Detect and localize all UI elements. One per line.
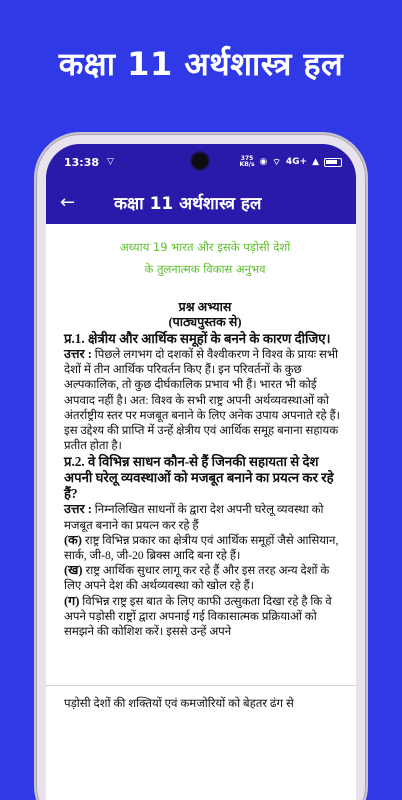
signal-icon: ▲ bbox=[312, 157, 319, 167]
answer-2-point-ka: (क) राष्ट्र विभिन्न प्रकार का क्षेत्रीय एवं आर्थिक समूहों जैसे आसियान, सार्क, जी-8, जी-20 ब्रिक्स आदि बना रहे हैं। bbox=[64, 532, 339, 563]
battery-icon bbox=[324, 158, 342, 167]
front-camera bbox=[192, 153, 208, 169]
status-time: 13:38 bbox=[64, 155, 100, 169]
answer-1: उत्तर : पिछले लगभग दो दशकों से वैश्वीकरण ने विश्व के प्रायः सभी देशों में तीन आर्थिक परिवर्तन किए हैं। इन परिवर्तनों के कुछ अल्पकालिक, तो कुछ दीर्घकालिक प्रभाव भी हैं। भारत भी कोई अपवाद नहीं है। अत: विश्व के सभी राष्ट्र अपनी अर्थव्यवस्थाओं को अंतर्राष्ट्रीय स्तर पर मजबूत बनाने के लिए अनेक उपाय अपनाते रहे हैं। इस उद्देश्य की प्राप्ति में उन्हें क्षेत्रीय एवं आर्थिक समूह बनाना सहायक प्रतीत होता है। bbox=[64, 347, 341, 453]
section-title: प्रश्न अभ्यास (पाठ्यपुस्तक से) bbox=[168, 300, 242, 329]
answer-2: उत्तर : निम्नलिखित साधनों के द्वारा देश अपनी घरेलू व्यवस्था को मजबूत बनाने का प्रयत्न कर रहे हैं bbox=[64, 502, 324, 532]
app-screen bbox=[46, 144, 356, 800]
chapter-content[interactable] bbox=[46, 236, 356, 639]
location-icon: ▽ bbox=[107, 157, 114, 167]
network-speed: 375 KB/s bbox=[239, 155, 255, 168]
question-2: प्र.2. वे विभिन्न साधन कौन-से हैं जिनकी सहायता से देश अपनी घरेलू व्यवस्थाओं को मजबूत बनाने का प्रयत्न कर रहे हैं? bbox=[64, 454, 334, 502]
app-toolbar bbox=[46, 180, 356, 224]
answer-2-point-ga: (ग) विभिन्न राष्ट्र इस बात के लिए काफी उत्सुकता दिखा रहे है कि वे अपने पड़ोसी राष्ट्रों द्वारा अपनाई गई विकासात्मक प्रक्रियाओं को समझने की कोशिश करें। इससे उन्हें अपने bbox=[64, 593, 332, 639]
question-1: प्र.1. क्षेत्रीय और आर्थिक समूहों के बनने के कारण दीजिए। bbox=[64, 331, 331, 346]
wifi-icon: ⌔ bbox=[272, 157, 281, 168]
promo-banner-title: कक्षा 11 अर्थशास्त्र हल bbox=[58, 45, 344, 83]
chapter-heading: अध्याय 19 भारत और इसके पड़ोसी देशों के तुलनात्मक विकास अनुभव bbox=[119, 240, 291, 276]
back-arrow-icon[interactable]: ← bbox=[60, 191, 76, 213]
answer-2-point-kha: (ख) राष्ट्र आर्थिक सुधार लागू कर रहे हैं और इस तरह अन्य देशों के लिए अपने देश की अर्थव्यवस्था को खोल रहे हैं। bbox=[64, 563, 330, 593]
footer-preview-text: पड़ोसी देशों की शक्तियों एवं कमजोरियों को बेहतर ढंग से bbox=[64, 697, 294, 711]
network-type: 4G+ bbox=[285, 157, 308, 167]
hotspot-icon: ◉ bbox=[259, 157, 268, 167]
toolbar-title: कक्षा 11 अर्थशास्त्र हल bbox=[114, 193, 262, 214]
status-bar bbox=[46, 144, 356, 180]
